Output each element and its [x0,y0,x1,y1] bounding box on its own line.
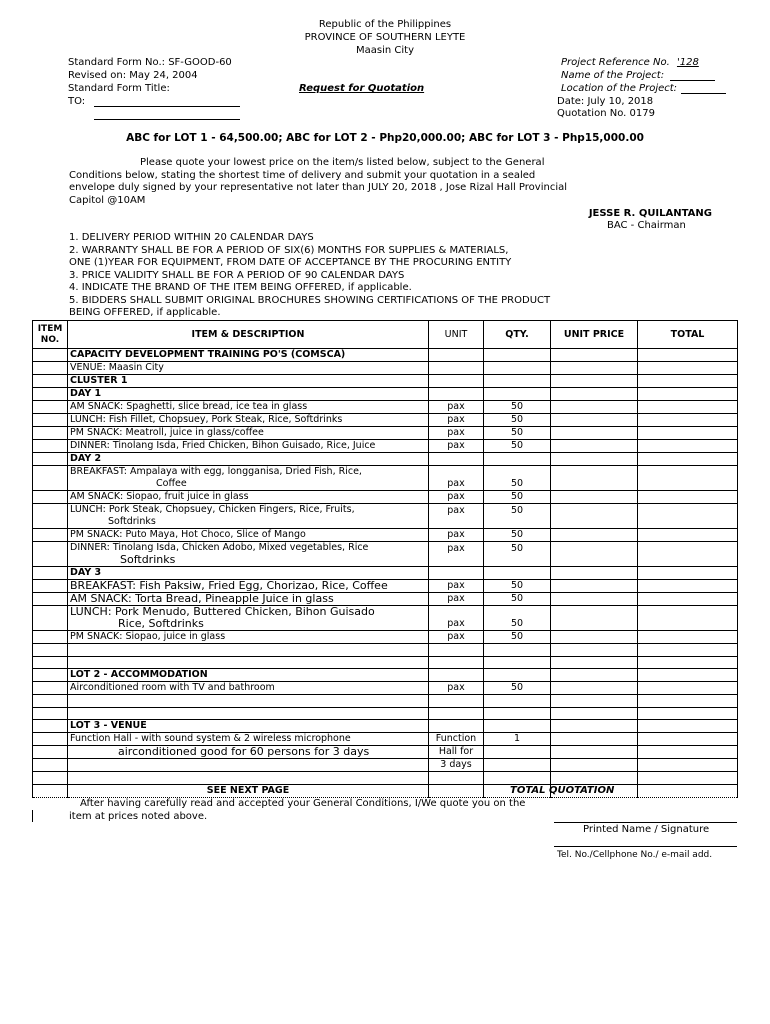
description-cell [68,644,429,657]
unit-cell [429,567,484,580]
item-no-cell [33,784,68,797]
col-total: TOTAL [638,321,738,349]
total-cell [638,772,738,785]
table-row [33,759,738,772]
unit-price-cell [551,720,638,733]
table-body [33,349,738,798]
total-cell [638,682,738,695]
total-cell [638,759,738,772]
description-text: LUNCH: Fish Fillet, Chopsuey, Pork Steak, Rice, Softdrinks [70,414,343,425]
item-no-cell [33,491,68,504]
item-no-cell [33,695,68,708]
item-no-cell [33,388,68,401]
closing-line-1: After having carefully read and accepted your General Conditions, I/We quote you on the [80,798,526,809]
item-no-cell [33,772,68,785]
revised-date: Revised on: May 24, 2004 [68,70,198,81]
item-no-cell [33,504,68,529]
project-ref-value: '128 [676,57,699,68]
table-header-row [33,321,738,349]
total-cell [638,349,738,362]
to-label: TO: [68,96,86,107]
unit-price-cell [551,656,638,669]
qty-cell: 50 [484,414,551,427]
description-text: CAPACITY DEVELOPMENT TRAINING PO'S (COMSCA) [70,349,346,360]
description-cell [68,784,429,797]
description-text: airconditioned good for 60 persons for 3 days [118,745,370,759]
table-row [33,491,738,504]
unit-price-cell [551,669,638,682]
item-no-cell [33,593,68,606]
item-no-cell [33,466,68,491]
description-cell [68,720,429,733]
description-text: DAY 3 [70,567,102,578]
total-cell [638,504,738,529]
unit-cell: pax [429,401,484,414]
item-no-cell [33,414,68,427]
description-cell [68,772,429,785]
table-row [33,746,738,759]
total-cell [638,784,738,797]
table-row [33,669,738,682]
col-unit-price: UNIT PRICE [551,321,638,349]
unit-cell [429,720,484,733]
unit-cell [429,707,484,720]
unit-price-cell [551,440,638,453]
intro-line-2: Conditions below, stating the shortest time of delivery and submit your quotation in a sealed [69,170,536,181]
project-location-label: Location of the Project: [561,83,678,94]
description-cell [68,631,429,644]
description-cell [68,746,429,759]
description-cell [68,466,429,491]
description-text: PM SNACK: Puto Maya, Hot Choco, Slice of Mango [70,529,306,540]
qty-cell: 50 [484,606,551,631]
unit-price-cell [551,644,638,657]
qty-cell: 50 [484,593,551,606]
description-cell [68,656,429,669]
contact-label: Tel. No./Cellphone No./ e-mail add. [557,850,713,860]
description-cell [68,375,429,388]
table-row [33,784,738,797]
description-text: Airconditioned room with TV and bathroom [70,682,275,694]
item-no-cell [33,580,68,593]
unit-cell [429,388,484,401]
unit-price-cell [551,682,638,695]
total-cell [638,669,738,682]
description-cell [68,504,429,529]
unit-cell: pax [429,491,484,504]
description-text: DINNER: Tinolang Isda, Chicken Adobo, Mixed vegetables, Rice [70,542,369,553]
total-cell [638,427,738,440]
unit-cell: pax [429,682,484,695]
description-text: LUNCH: Pork Steak, Chopsuey, Chicken Fingers, Rice, Fruits, [70,504,355,515]
description-text: LUNCH: Pork Menudo, Buttered Chicken, Bihon Guisado [70,605,375,618]
unit-price-cell [551,362,638,375]
qty-cell [484,388,551,401]
item-no-cell [33,567,68,580]
unit-price-cell [551,746,638,759]
unit-cell [429,772,484,785]
total-cell [638,720,738,733]
table-row [33,656,738,669]
total-cell [638,440,738,453]
unit-price-cell [551,529,638,542]
table-row [33,542,738,567]
total-cell [638,542,738,567]
total-cell [638,606,738,631]
total-cell [638,707,738,720]
table-row [33,362,738,375]
unit-price-cell [551,491,638,504]
condition-1: 1. DELIVERY PERIOD WITHIN 20 CALENDAR DAYS [69,232,314,243]
description-cell [68,401,429,414]
table-row [33,567,738,580]
table-row [33,772,738,785]
qty-cell [484,362,551,375]
project-ref [561,57,699,68]
unit-cell: pax [429,440,484,453]
item-no-cell [33,453,68,466]
description-text: PM SNACK: Meatroll, juice in glass/coffee [70,427,264,438]
description-cell [68,427,429,440]
description-cell [68,707,429,720]
unit-cell [429,656,484,669]
description-text: PM SNACK: Siopao, juice in glass [70,631,226,642]
unit-price-cell [551,567,638,580]
unit-price-cell [551,388,638,401]
total-cell [638,491,738,504]
unit-cell: pax [429,466,484,491]
item-no-cell [33,440,68,453]
header-province: PROVINCE OF SOUTHERN LEYTE [304,32,466,43]
table-row [33,593,738,606]
quotation-number: Quotation No. 0179 [557,108,655,119]
description-text: DAY 1 [70,388,102,399]
qty-cell: 1 [484,733,551,746]
description-cell [68,491,429,504]
unit-price-cell [551,427,638,440]
condition-3: 3. PRICE VALIDITY SHALL BE FOR A PERIOD OF 90 CALENDAR DAYS [69,270,405,281]
unit-price-cell [551,349,638,362]
description-text: Function Hall - with sound system & 2 wireless microphone [70,733,351,745]
table-row [33,644,738,657]
qty-cell: 50 [484,440,551,453]
table-row [33,388,738,401]
project-name-line [670,80,715,81]
project-location-line [681,93,726,94]
total-cell [638,388,738,401]
col-description: ITEM & DESCRIPTION [68,321,429,349]
unit-price-cell [551,542,638,567]
qty-cell [484,349,551,362]
table-row [33,720,738,733]
project-ref-label: Project Reference No. [561,57,670,68]
unit-cell: Hall for [429,746,484,759]
description-text: CLUSTER 1 [70,375,128,386]
description-cell [68,695,429,708]
description-text: SEE NEXT PAGE [206,784,290,796]
item-no-cell [33,362,68,375]
condition-5: 5. BIDDERS SHALL SUBMIT ORIGINAL BROCHURES SHOWING CERTIFICATIONS OF THE PRODUCT [69,295,551,306]
unit-cell: pax [429,427,484,440]
item-no-cell [33,707,68,720]
description-cell [68,453,429,466]
item-no-cell [33,349,68,362]
qty-cell [484,759,551,772]
description-text-cont: Softdrinks [120,553,176,566]
unit-price-cell [551,593,638,606]
item-no-cell [33,542,68,567]
qty-cell [484,375,551,388]
header-republic: Republic of the Philippines [318,19,452,30]
unit-price-cell [551,375,638,388]
signatory-title: BAC - Chairman [607,220,686,231]
total-cell [638,529,738,542]
description-cell [68,440,429,453]
description-cell [68,542,429,567]
unit-cell: pax [429,529,484,542]
description-cell [68,362,429,375]
total-cell [638,644,738,657]
item-no-cell [33,656,68,669]
unit-cell: pax [429,580,484,593]
unit-cell: pax [429,414,484,427]
table-row [33,453,738,466]
table-row [33,427,738,440]
item-no-cell [33,669,68,682]
total-cell [638,580,738,593]
col-qty: QTY. [484,321,551,349]
item-no-cell [33,375,68,388]
qty-cell: 50 [484,631,551,644]
qty-cell [484,567,551,580]
table-row [33,707,738,720]
description-text: LOT 3 - VENUE [70,720,147,732]
unit-cell [429,784,484,797]
table-row [33,682,738,695]
unit-price-cell [551,401,638,414]
unit-cell: pax [429,593,484,606]
total-cell [638,746,738,759]
total-cell [638,695,738,708]
qty-cell [484,746,551,759]
request-title: Request for Quotation [299,83,425,94]
qty-cell: 50 [484,401,551,414]
description-cell [68,759,429,772]
form-number: Standard Form No.: SF-GOOD-60 [68,57,232,68]
description-text-cont: Rice, Softdrinks [118,617,204,630]
margin-mark [32,810,33,822]
qty-cell [484,656,551,669]
description-text-cont: Softdrinks [108,516,156,527]
table-row [33,440,738,453]
qty-cell [484,644,551,657]
item-no-cell [33,606,68,631]
description-text: BREAKFAST: Ampalaya with egg, longganisa, Dried Fish, Rice, [70,466,362,477]
total-cell [638,631,738,644]
unit-price-cell [551,772,638,785]
unit-price-cell [551,631,638,644]
unit-cell [429,453,484,466]
description-text: VENUE: Maasin City [70,362,164,373]
condition-5b: BEING OFFERED, if applicable. [69,307,221,318]
unit-cell: pax [429,504,484,529]
table-row [33,631,738,644]
description-text: DAY 2 [70,453,102,464]
total-quotation-label: TOTAL QUOTATION [510,785,615,796]
total-cell [638,733,738,746]
unit-price-cell [551,695,638,708]
item-no-cell [33,720,68,733]
table-row [33,580,738,593]
qty-cell [484,772,551,785]
qty-cell: 50 [484,529,551,542]
table-row [33,606,738,631]
qty-cell [484,707,551,720]
total-cell [638,656,738,669]
qty-cell: 50 [484,491,551,504]
item-no-cell [33,401,68,414]
description-cell [68,414,429,427]
qty-cell [484,720,551,733]
item-no-cell [33,746,68,759]
unit-price-cell [551,606,638,631]
total-cell [638,401,738,414]
quotation-date: Date: July 10, 2018 [557,96,654,107]
contact-line [554,846,737,847]
table-row [33,695,738,708]
unit-cell: pax [429,606,484,631]
document-header [0,18,770,57]
description-text: DINNER: Tinolang Isda, Fried Chicken, Bihon Guisado, Rice, Juice [70,440,376,451]
item-no-cell [33,427,68,440]
unit-cell [429,669,484,682]
total-cell [638,375,738,388]
total-cell [638,567,738,580]
description-text: AM SNACK: Siopao, fruit juice in glass [70,491,249,502]
qty-cell [484,669,551,682]
table-row [33,414,738,427]
col-item-no: ITEM NO. [33,321,68,349]
description-cell [68,606,429,631]
unit-cell [429,695,484,708]
condition-2b: ONE (1)YEAR FOR EQUIPMENT, FROM DATE OF ACCEPTANCE BY THE PROCURING ENTITY [69,257,512,268]
table-row [33,466,738,491]
condition-4: 4. INDICATE THE BRAND OF THE ITEM BEING OFFERED, if applicable. [69,282,412,293]
qty-cell [484,453,551,466]
qty-cell: 50 [484,504,551,529]
signature-line [554,822,737,823]
total-cell [638,414,738,427]
unit-price-cell [551,504,638,529]
description-cell [68,388,429,401]
item-no-cell [33,631,68,644]
unit-price-cell [551,707,638,720]
intro-line-4: Capitol @10AM [69,195,146,206]
intro-line-3: envelope duly signed by your representative not later than JULY 20, 2018 , Jose Rizal Hall Provincial [69,182,568,193]
project-name-label: Name of the Project: [561,70,665,81]
item-no-cell [33,682,68,695]
table-row [33,375,738,388]
description-cell [68,669,429,682]
form-title-label: Standard Form Title: [68,83,170,94]
description-cell [68,529,429,542]
to-line-1 [94,106,240,107]
unit-price-cell [551,580,638,593]
table-row [33,504,738,529]
qty-cell: 50 [484,580,551,593]
description-text-cont: Coffee [156,478,187,489]
description-text: AM SNACK: Spaghetti, slice bread, ice tea in glass [70,401,308,412]
table-row [33,349,738,362]
description-text: BREAKFAST: Fish Paksiw, Fried Egg, Chorizao, Rice, Coffee [70,579,388,592]
intro-line-1: Please quote your lowest price on the item/s listed below, subject to the General [140,157,545,168]
description-text: AM SNACK: Torta Bread, Pineapple Juice in glass [70,592,334,605]
table-row [33,529,738,542]
total-cell [638,466,738,491]
unit-price-cell [551,733,638,746]
qty-cell: 50 [484,466,551,491]
unit-price-cell [551,759,638,772]
total-cell [638,593,738,606]
closing-line-2: item at prices noted above. [69,811,208,822]
unit-cell: pax [429,542,484,567]
unit-cell: Function [429,733,484,746]
unit-cell [429,375,484,388]
description-cell [68,349,429,362]
col-unit: UNIT [429,321,484,349]
unit-cell [429,362,484,375]
unit-price-cell [551,466,638,491]
description-cell [68,733,429,746]
description-text: LOT 2 - ACCOMMODATION [70,669,208,681]
item-no-cell [33,529,68,542]
header-city: Maasin City [356,45,414,56]
signatory-name: JESSE R. QUILANTANG [588,208,712,219]
unit-cell [429,644,484,657]
abc-line: ABC for LOT 1 - 64,500.00; ABC for LOT 2 - Php20,000.00; ABC for LOT 3 - Php15,000.00 [126,132,644,144]
qty-cell: 50 [484,542,551,567]
description-cell [68,593,429,606]
unit-price-cell [551,414,638,427]
table-row [33,733,738,746]
total-cell [638,362,738,375]
quotation-table [32,320,738,798]
printed-name-label: Printed Name / Signature [583,824,710,835]
qty-cell: 50 [484,682,551,695]
qty-cell: 50 [484,427,551,440]
description-cell [68,580,429,593]
item-no-cell [33,733,68,746]
unit-cell: pax [429,631,484,644]
condition-2: 2. WARRANTY SHALL BE FOR A PERIOD OF SIX(6) MONTHS FOR SUPPLIES & MATERIALS, [69,245,509,256]
item-no-cell [33,759,68,772]
item-no-cell [33,644,68,657]
to-line-2 [94,119,240,120]
unit-cell: 3 days [429,759,484,772]
qty-cell [484,695,551,708]
total-cell [638,453,738,466]
description-cell [68,567,429,580]
unit-cell [429,349,484,362]
table-row [33,401,738,414]
unit-price-cell [551,453,638,466]
description-cell [68,682,429,695]
